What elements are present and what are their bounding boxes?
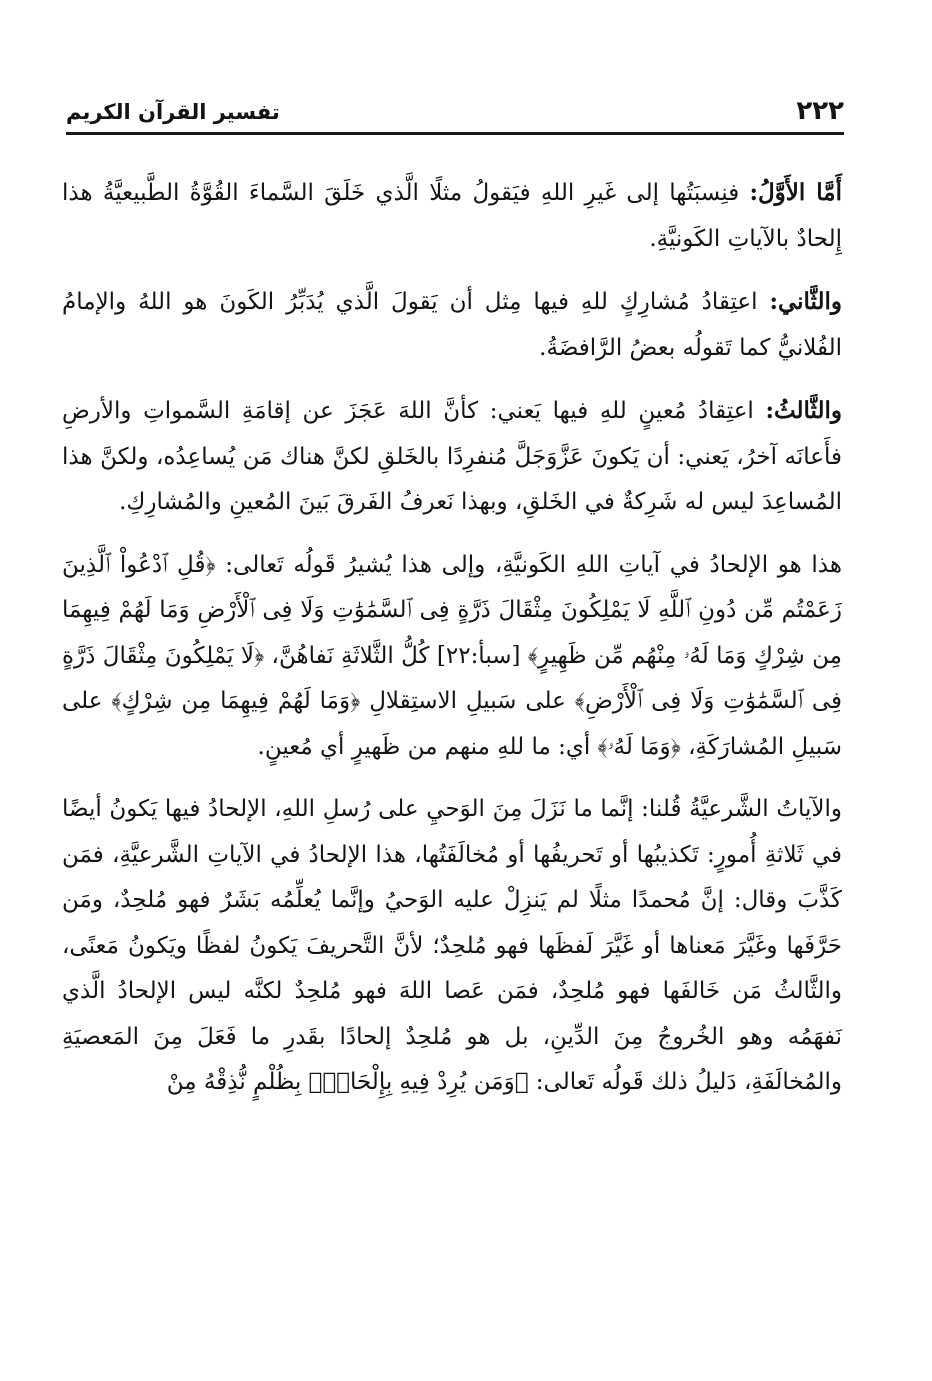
paragraph-second xyxy=(62,279,842,371)
paragraph-sharia-signs xyxy=(62,787,842,1106)
paragraph-lead: أَمَّا الأَوَّلُ: xyxy=(749,179,842,206)
body-text xyxy=(62,170,842,1123)
paragraph-text: والآياتُ الشَّرعيَّةُ قُلنا: إنَّما ما نَزَلَ مِنَ الوَحيِ على رُسلِ اللهِ، الإلحادُ فيها يَكونُ أيضًا في ثَلاثةِ أُمورٍ: تَكذيبُها أو تَحريفُها أو مُخالَفَتُها، هذا الإلحادُ في الآياتِ الشَّرعيَّةِ، فمَن كَذَّبَ وقال: إنَّ مُحمدًا مثلًا لم يَنزِلْ عليه الوَحيُ وإنَّما يُعلِّمُه بَشَرٌ فهو مُلحِدٌ، ومَن حَرَّفَها وغَيَّرَ مَعناها أو غَيَّرَ لَفظَها فهو مُلحِدٌ؛ لأنَّ التَّحريفَ يَكونُ لفظًا ويَكونُ مَعنًى، والثَّالثُ مَن خَالفَها فهو مُلحِدٌ، فمَن عَصا اللهَ فهو مُلحِدٌ لكنَّه ليس الإلحادُ الَّذي نَفهَمُه وهو الخُروجُ مِنَ الدِّينِ، بل هو مُلحِدٌ إلحادًا بقَدرِ ما فَعَلَ مِنَ المَعصيَةِ والمُخالَفَةِ، دَليلُ ذلك قَولُه تَعالى: ﴿وَمَن يُرِدْ فِيهِ بِإِلْحَادٍۭ بِظُلْمٍ نُّذِقْهُ مِنْ xyxy=(62,796,842,1095)
page-number: ٢٢٢ xyxy=(796,96,844,126)
paragraph-text: هذا هو الإلحادُ في آياتِ اللهِ الكَونيَّةِ، وإلى هذا يُشيرُ قَولُه تَعالى: ﴿قُلِ ٱدْعُواْ ٱلَّذِينَ زَعَمْتُم مِّن دُونِ ٱللَّهِ لَا يَمْلِكُونَ مِثْقَالَ ذَرَّةٍ فِى ٱلسَّمَٰوَٰتِ وَلَا فِى ٱلْأَرْضِ وَمَا لَهُمْ فِيهِمَا مِن شِرْكٍ وَمَا لَهُۥ مِنْهُم مِّن ظَهِيرٍ﴾ [سبأ:٢٢] كُلُّ الثَّلاثَةِ نَفاهُنَّ، ﴿لَا يَمْلِكُونَ مِثْقَالَ ذَرَّةٍ فِى ٱلسَّمَٰوَٰتِ وَلَا فِى ٱلْأَرْضِ﴾ على سَبيلِ الاستِقلالِ ﴿وَمَا لَهُمْ فِيهِمَا مِن شِرْكٍ﴾ على سَبيلِ المُشارَكَةِ، ﴿وَمَا لَهُۥ﴾ أي: ما للهِ منهم من ظَهيرٍ أي مُعينٍ. xyxy=(62,551,842,760)
running-title: تفسير القرآن الكريم xyxy=(66,100,280,124)
paragraph-text: اعتِقادُ مُشارِكٍ للهِ فيها مِثل أن يَقولَ الَّذي يُدَبِّرُ الكَونَ هو اللهُ والإمامُ الفُلانيُّ كما تَقولُه بعضُ الرَّافضَةُ. xyxy=(62,289,842,361)
paragraph-lead: والثَّاني: xyxy=(769,288,842,315)
page-header xyxy=(66,96,844,135)
paragraph-text: فنِسبَتُها إلى غَيرِ اللهِ فيَقولُ مثلًا الَّذي خَلَقَ السَّماءَ القُوَّةُ الطَّبيعيَّةُ هذا إِلحادٌ بالآياتِ الكَونيَّةِ. xyxy=(62,180,842,252)
paragraph-text: اعتِقادُ مُعينٍ للهِ فيها يَعني: كأنَّ اللهَ عَجَزَ عن إقامَةِ السَّمواتِ والأرضِ فأَعانَه آخرُ، يَعني: أن يَكونَ عَزَّوَجَلَّ مُنفرِدًا بالخَلقِ لكنَّ هناك مَن يُساعِدُه، ولكنَّ هذا المُساعِدَ ليس له شَرِكةٌ في الخَلقِ، وبهذا نَعرفُ الفَرقَ بَينَ المُعينِ والمُشارِكِ. xyxy=(62,398,842,515)
paragraph-lead: والثَّالثُ: xyxy=(765,397,842,424)
paragraph-verse-commentary xyxy=(62,543,842,771)
paragraph-third xyxy=(62,388,842,526)
paragraph-first xyxy=(62,170,842,262)
